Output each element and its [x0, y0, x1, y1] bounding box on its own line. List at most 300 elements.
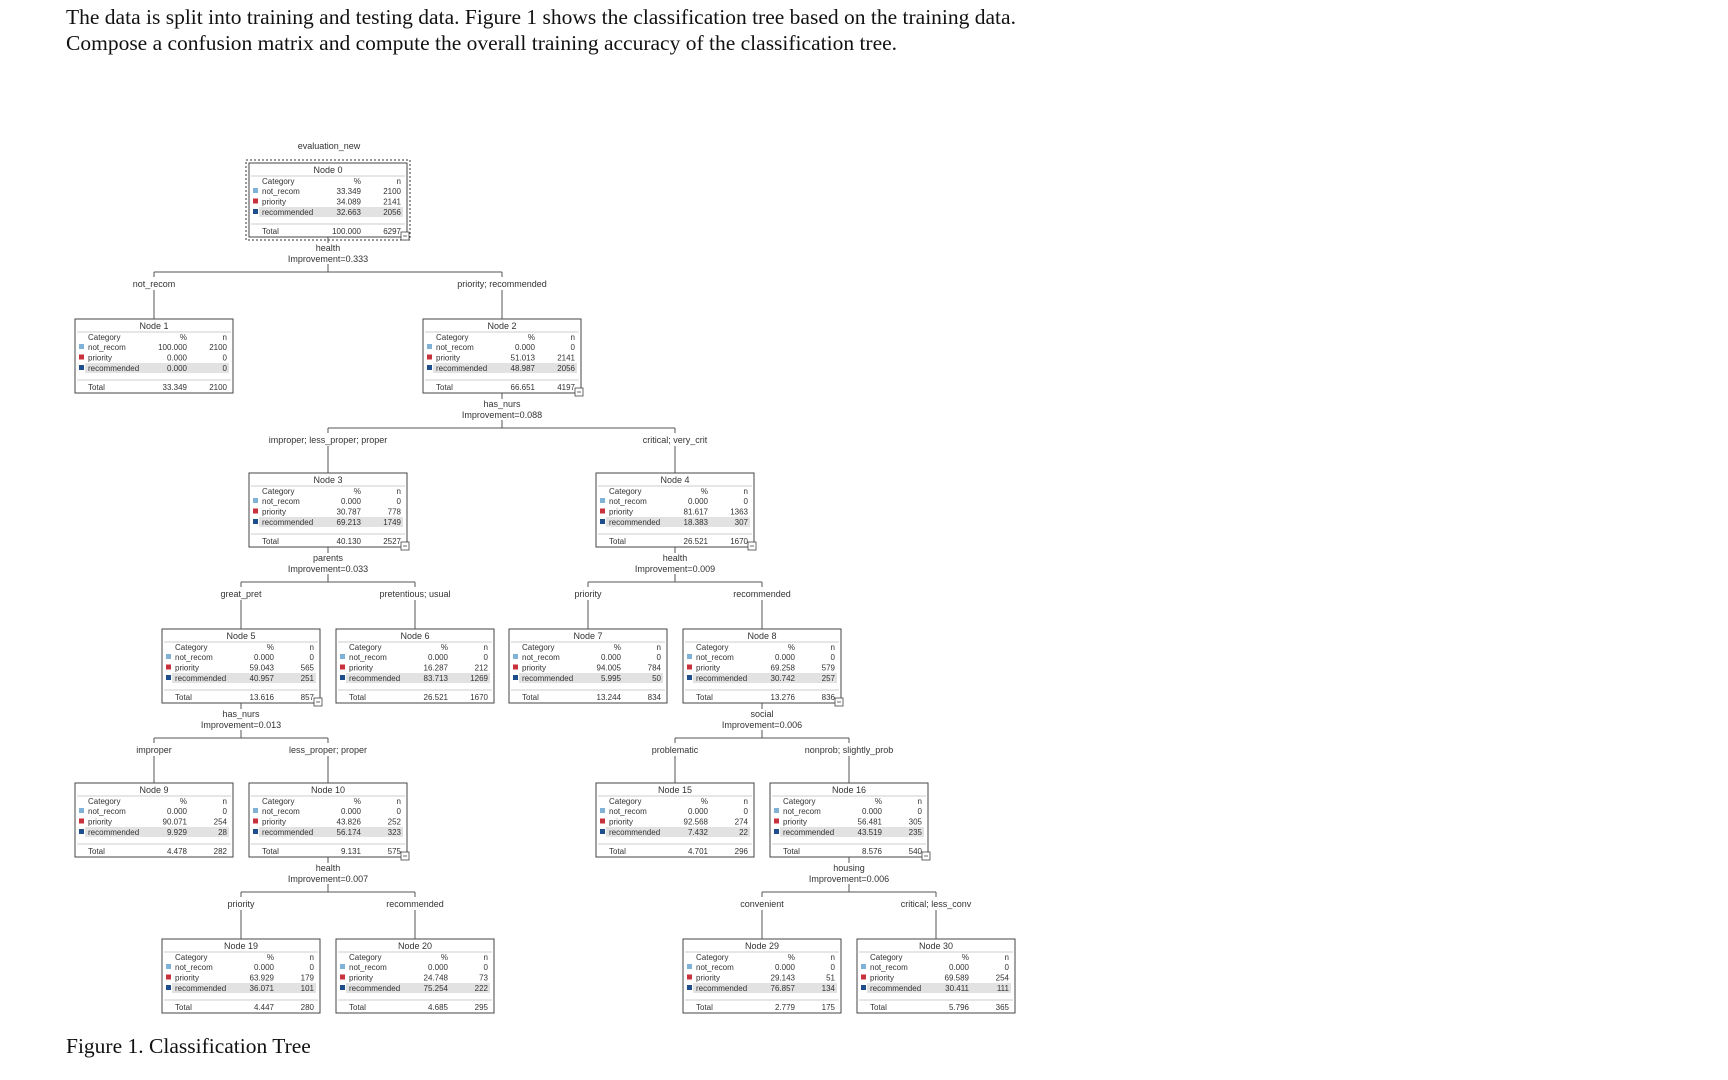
- category-swatch: [513, 665, 518, 670]
- node-title: Node 15: [657, 785, 693, 795]
- total-label: Total: [870, 1003, 887, 1012]
- category-swatch: [340, 665, 345, 670]
- node-header-percent: %: [527, 333, 535, 342]
- row-category: priority: [609, 817, 634, 827]
- total-label: Total: [88, 383, 105, 392]
- category-swatch: [774, 829, 779, 834]
- node-header-n: n: [396, 487, 401, 496]
- node-title: Node 29: [744, 941, 780, 951]
- total-percent: 33.349: [162, 383, 187, 392]
- node-header-category: Category: [696, 643, 729, 652]
- node-header-n: n: [830, 643, 835, 652]
- total-label: Total: [349, 693, 366, 702]
- node-header-n: n: [656, 643, 661, 652]
- row-percent: 0.000: [600, 653, 621, 662]
- row-percent: 30.742: [770, 674, 795, 683]
- category-swatch: [427, 365, 432, 370]
- split-variable: has_nurs: [222, 709, 260, 719]
- branch-label: pretentious; usual: [379, 589, 451, 599]
- total-label: Total: [696, 693, 713, 702]
- node-header-percent: %: [353, 797, 361, 806]
- row-percent: 0.000: [774, 653, 795, 662]
- row-percent: 16.287: [423, 663, 448, 673]
- row-n: 274: [734, 817, 748, 827]
- node-header-percent: %: [613, 643, 621, 652]
- row-category: not_recom: [262, 497, 300, 506]
- row-category: recommended: [609, 518, 661, 527]
- category-swatch: [600, 808, 605, 813]
- total-n: 2527: [383, 537, 401, 546]
- total-n: 365: [995, 1003, 1009, 1012]
- split-improvement: Improvement=0.088: [461, 410, 543, 420]
- node-title: Node 7: [573, 631, 603, 641]
- row-n: 254: [213, 817, 227, 827]
- total-percent: 5.796: [948, 1003, 969, 1012]
- branch-label: less_proper; proper: [288, 745, 368, 755]
- branch-label: improper: [136, 745, 172, 755]
- row-percent: 32.663: [336, 208, 361, 217]
- total-n: 857: [300, 693, 314, 702]
- node-header-n: n: [396, 177, 401, 186]
- node-header-percent: %: [179, 333, 187, 342]
- row-category: priority: [522, 663, 547, 673]
- category-swatch: [687, 964, 692, 969]
- category-swatch: [427, 344, 432, 349]
- tree-node6: [336, 629, 494, 703]
- total-label: Total: [609, 847, 626, 856]
- row-n: 565: [300, 663, 314, 673]
- row-n: 222: [474, 984, 488, 993]
- row-category: priority: [609, 507, 634, 517]
- split-variable: housing: [833, 863, 865, 873]
- tree-node9: [75, 783, 233, 857]
- branch-label: priority: [227, 899, 255, 909]
- row-category: priority: [175, 973, 200, 983]
- node-header-percent: %: [874, 797, 882, 806]
- total-label: Total: [88, 847, 105, 856]
- total-percent: 66.651: [510, 383, 535, 392]
- row-n: 252: [387, 817, 401, 827]
- tree-node15: [596, 783, 754, 857]
- total-n: 280: [300, 1003, 314, 1012]
- branch-label: convenient: [740, 899, 784, 909]
- row-percent: 0.000: [861, 807, 882, 816]
- category-swatch: [166, 665, 171, 670]
- row-percent: 76.857: [770, 984, 795, 993]
- split-variable: health: [662, 553, 688, 563]
- node-header-percent: %: [440, 953, 448, 962]
- row-percent: 100.000: [158, 343, 187, 352]
- split-improvement: Improvement=0.009: [634, 564, 716, 574]
- total-percent: 2.779: [774, 1003, 795, 1012]
- row-n: 0: [483, 963, 488, 972]
- node-header-n: n: [570, 333, 575, 342]
- total-n: 834: [647, 693, 661, 702]
- total-label: Total: [349, 1003, 366, 1012]
- tree-node10: [249, 783, 407, 857]
- total-percent: 13.276: [770, 693, 795, 702]
- row-percent: 92.568: [683, 817, 708, 827]
- node-header-percent: %: [353, 487, 361, 496]
- row-percent: 94.005: [596, 663, 621, 673]
- row-n: 22: [739, 828, 748, 837]
- tree-node30: [857, 939, 1015, 1013]
- node-header-category: Category: [88, 333, 121, 342]
- tree-node7: [509, 629, 667, 703]
- total-label: Total: [175, 693, 192, 702]
- total-label: Total: [696, 1003, 713, 1012]
- category-swatch: [253, 209, 258, 214]
- row-percent: 63.929: [249, 973, 274, 983]
- node-header-percent: %: [179, 797, 187, 806]
- branch-label: priority; recommended: [457, 279, 547, 289]
- total-n: 295: [474, 1003, 488, 1012]
- split-improvement: Improvement=0.033: [287, 564, 369, 574]
- row-n: 235: [908, 828, 922, 837]
- total-percent: 40.130: [336, 537, 361, 546]
- tree-node16: [770, 783, 928, 857]
- row-percent: 69.589: [944, 973, 969, 983]
- total-label: Total: [609, 537, 626, 546]
- node-header-percent: %: [787, 643, 795, 652]
- row-percent: 69.258: [770, 663, 795, 673]
- row-category: recommended: [696, 984, 748, 993]
- split-improvement: Improvement=0.006: [721, 720, 803, 730]
- node-title: Node 20: [397, 941, 433, 951]
- row-percent: 0.000: [340, 497, 361, 506]
- row-percent: 48.987: [510, 364, 535, 373]
- row-n: 0: [830, 653, 835, 662]
- node-title: Node 19: [223, 941, 259, 951]
- row-n: 0: [483, 653, 488, 662]
- row-n: 0: [743, 497, 748, 506]
- row-category: not_recom: [870, 963, 908, 972]
- node-header-n: n: [222, 333, 227, 342]
- node-title: Node 6: [400, 631, 430, 641]
- total-label: Total: [262, 537, 279, 546]
- node-header-category: Category: [609, 487, 642, 496]
- node-header-category: Category: [870, 953, 903, 962]
- node-header-category: Category: [522, 643, 555, 652]
- split-variable: health: [315, 863, 341, 873]
- node-header-category: Category: [609, 797, 642, 806]
- row-n: 784: [647, 663, 661, 673]
- category-swatch: [79, 344, 84, 349]
- node-header-category: Category: [696, 953, 729, 962]
- tree-node19: [162, 939, 320, 1013]
- node-header-category: Category: [349, 643, 382, 652]
- node-header-category: Category: [349, 953, 382, 962]
- category-swatch: [600, 509, 605, 514]
- node-header-n: n: [309, 953, 314, 962]
- category-swatch: [253, 188, 258, 193]
- row-percent: 40.957: [249, 674, 274, 683]
- node-header-percent: %: [700, 487, 708, 496]
- branch-label: nonprob; slightly_prob: [804, 745, 894, 755]
- row-n: 0: [830, 963, 835, 972]
- row-category: not_recom: [783, 807, 821, 816]
- category-swatch: [166, 654, 171, 659]
- row-percent: 0.000: [687, 497, 708, 506]
- row-n: 179: [300, 973, 314, 983]
- total-percent: 9.131: [340, 847, 361, 856]
- tree-node0: [246, 160, 410, 240]
- row-percent: 59.043: [249, 663, 274, 673]
- node-header-percent: %: [787, 953, 795, 962]
- row-percent: 24.748: [423, 973, 448, 983]
- row-n: 0: [309, 653, 314, 662]
- category-swatch: [79, 808, 84, 813]
- row-category: recommended: [88, 828, 140, 837]
- total-percent: 13.244: [596, 693, 621, 702]
- category-swatch: [253, 829, 258, 834]
- total-percent: 4.685: [427, 1003, 448, 1012]
- row-category: priority: [88, 353, 113, 363]
- row-category: recommended: [783, 828, 835, 837]
- category-swatch: [79, 829, 84, 834]
- category-swatch: [340, 964, 345, 969]
- row-n: 2056: [383, 208, 401, 217]
- row-n: 0: [222, 364, 227, 373]
- tree-node3: [249, 473, 407, 547]
- category-swatch: [600, 819, 605, 824]
- row-category: not_recom: [696, 963, 734, 972]
- row-category: priority: [870, 973, 895, 983]
- total-n: 836: [821, 693, 835, 702]
- row-category: not_recom: [88, 807, 126, 816]
- row-percent: 29.143: [770, 973, 795, 983]
- branch-label: great_pret: [220, 589, 262, 599]
- branch-label: critical; very_crit: [642, 435, 708, 445]
- row-percent: 69.213: [336, 518, 361, 527]
- category-swatch: [166, 985, 171, 990]
- row-category: not_recom: [349, 963, 387, 972]
- split-variable: social: [750, 709, 774, 719]
- row-category: recommended: [696, 674, 748, 683]
- total-n: 4197: [557, 383, 575, 392]
- node-title: Node 3: [313, 475, 343, 485]
- category-swatch: [687, 665, 692, 670]
- row-percent: 0.000: [253, 653, 274, 662]
- row-category: priority: [88, 817, 113, 827]
- row-category: priority: [349, 663, 374, 673]
- split-improvement: Improvement=0.006: [808, 874, 890, 884]
- category-swatch: [79, 355, 84, 360]
- row-category: recommended: [175, 674, 227, 683]
- row-n: 778: [387, 507, 401, 517]
- row-percent: 0.000: [166, 353, 187, 363]
- total-label: Total: [522, 693, 539, 702]
- node-header-percent: %: [353, 177, 361, 186]
- row-n: 50: [652, 674, 661, 683]
- row-percent: 51.013: [510, 353, 535, 363]
- category-swatch: [253, 199, 258, 204]
- row-n: 0: [396, 497, 401, 506]
- node-header-percent: %: [961, 953, 969, 962]
- tree-node20: [336, 939, 494, 1013]
- node-header-category: Category: [175, 953, 208, 962]
- branch-label: problematic: [651, 745, 699, 755]
- branch-label: improper; less_proper; proper: [268, 435, 388, 445]
- tree-node8: [683, 629, 841, 703]
- node-title: Node 10: [310, 785, 346, 795]
- total-percent: 26.521: [423, 693, 448, 702]
- category-swatch: [253, 498, 258, 503]
- row-n: 307: [734, 518, 748, 527]
- category-swatch: [253, 808, 258, 813]
- row-n: 73: [479, 973, 488, 983]
- node-header-percent: %: [700, 797, 708, 806]
- row-percent: 0.000: [253, 963, 274, 972]
- row-percent: 0.000: [166, 364, 187, 373]
- row-percent: 56.481: [857, 817, 882, 827]
- row-n: 134: [821, 984, 835, 993]
- row-n: 2100: [383, 187, 401, 196]
- split-improvement: Improvement=0.013: [200, 720, 282, 730]
- row-category: recommended: [870, 984, 922, 993]
- row-n: 1269: [470, 674, 488, 683]
- total-label: Total: [175, 1003, 192, 1012]
- row-category: priority: [783, 817, 808, 827]
- category-swatch: [513, 654, 518, 659]
- split-variable: has_nurs: [483, 399, 521, 409]
- node-header-category: Category: [262, 177, 295, 186]
- row-percent: 0.000: [427, 653, 448, 662]
- tree-node1: [75, 319, 233, 393]
- node-header-n: n: [309, 643, 314, 652]
- category-swatch: [253, 519, 258, 524]
- row-n: 0: [222, 353, 227, 363]
- row-n: 0: [396, 807, 401, 816]
- total-n: 2100: [209, 383, 227, 392]
- row-n: 0: [222, 807, 227, 816]
- node-header-percent: %: [266, 643, 274, 652]
- row-percent: 5.995: [600, 674, 621, 683]
- node-title: Node 4: [660, 475, 690, 485]
- total-label: Total: [262, 227, 279, 236]
- node-header-category: Category: [783, 797, 816, 806]
- row-category: recommended: [262, 518, 314, 527]
- row-n: 251: [300, 674, 314, 683]
- category-swatch: [513, 675, 518, 680]
- category-swatch: [687, 975, 692, 980]
- row-category: priority: [436, 353, 461, 363]
- node-title: Node 0: [313, 165, 343, 175]
- row-category: not_recom: [696, 653, 734, 662]
- row-n: 101: [300, 984, 314, 993]
- row-n: 0: [743, 807, 748, 816]
- row-category: priority: [696, 663, 721, 673]
- node-header-category: Category: [175, 643, 208, 652]
- node-header-percent: %: [440, 643, 448, 652]
- row-percent: 81.617: [683, 507, 708, 517]
- total-percent: 26.521: [683, 537, 708, 546]
- node-header-n: n: [222, 797, 227, 806]
- row-n: 2141: [383, 197, 401, 207]
- total-percent: 13.616: [249, 693, 274, 702]
- node-title: Node 9: [139, 785, 169, 795]
- split-variable: parents: [312, 553, 344, 563]
- row-percent: 43.826: [336, 817, 361, 827]
- row-percent: 0.000: [427, 963, 448, 972]
- row-category: recommended: [262, 828, 314, 837]
- category-swatch: [340, 975, 345, 980]
- row-category: recommended: [349, 984, 401, 993]
- category-swatch: [774, 808, 779, 813]
- row-category: not_recom: [609, 497, 647, 506]
- total-label: Total: [783, 847, 800, 856]
- tree-node4: [596, 473, 754, 547]
- row-percent: 9.929: [166, 828, 187, 837]
- row-percent: 33.349: [336, 187, 361, 196]
- row-n: 28: [218, 828, 227, 837]
- row-n: 2100: [209, 343, 227, 352]
- total-n: 575: [387, 847, 401, 856]
- row-n: 0: [570, 343, 575, 352]
- row-n: 257: [821, 674, 835, 683]
- row-category: not_recom: [262, 807, 300, 816]
- row-category: not_recom: [262, 187, 300, 196]
- category-swatch: [253, 509, 258, 514]
- row-n: 305: [908, 817, 922, 827]
- node-header-n: n: [743, 797, 748, 806]
- category-swatch: [340, 675, 345, 680]
- row-n: 0: [656, 653, 661, 662]
- row-percent: 56.174: [336, 828, 361, 837]
- node-header-n: n: [1004, 953, 1009, 962]
- row-category: not_recom: [349, 653, 387, 662]
- row-percent: 75.254: [423, 984, 448, 993]
- category-swatch: [600, 829, 605, 834]
- branch-label: critical; less_conv: [900, 899, 972, 909]
- category-swatch: [600, 498, 605, 503]
- node-header-category: Category: [262, 797, 295, 806]
- row-category: recommended: [175, 984, 227, 993]
- branch-label: not_recom: [132, 279, 176, 289]
- total-label: Total: [262, 847, 279, 856]
- row-category: priority: [349, 973, 374, 983]
- node-header-n: n: [483, 953, 488, 962]
- row-category: recommended: [349, 674, 401, 683]
- category-swatch: [774, 819, 779, 824]
- node-title: Node 16: [831, 785, 867, 795]
- row-percent: 36.071: [249, 984, 274, 993]
- node-header-n: n: [917, 797, 922, 806]
- row-n: 111: [996, 984, 1009, 993]
- row-n: 0: [917, 807, 922, 816]
- category-swatch: [861, 975, 866, 980]
- category-swatch: [861, 964, 866, 969]
- node-header-category: Category: [88, 797, 121, 806]
- row-category: priority: [262, 507, 287, 517]
- total-n: 6297: [383, 227, 401, 236]
- category-swatch: [253, 819, 258, 824]
- node-header-category: Category: [436, 333, 469, 342]
- row-category: not_recom: [175, 963, 213, 972]
- row-n: 1363: [730, 507, 748, 517]
- branch-label: recommended: [733, 589, 791, 599]
- row-n: 51: [826, 973, 835, 983]
- row-category: not_recom: [88, 343, 126, 352]
- category-swatch: [600, 519, 605, 524]
- node-title: Node 5: [226, 631, 256, 641]
- row-percent: 0.000: [687, 807, 708, 816]
- node-title: Node 2: [487, 321, 517, 331]
- row-percent: 0.000: [166, 807, 187, 816]
- total-percent: 8.576: [861, 847, 882, 856]
- total-label: Total: [436, 383, 453, 392]
- tree-node29: [683, 939, 841, 1013]
